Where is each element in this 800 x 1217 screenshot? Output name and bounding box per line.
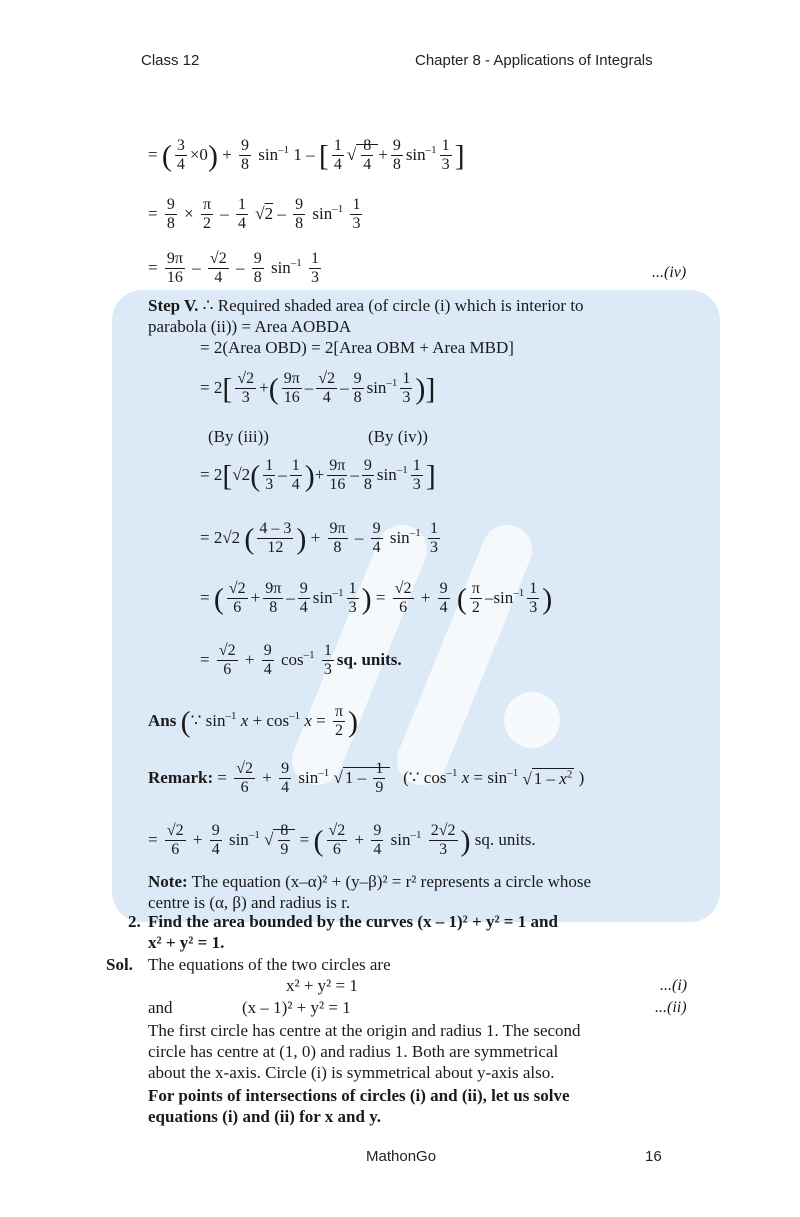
page-number: 16 — [645, 1148, 662, 1165]
remark-line: Remark: = $\frac{√2}{6}$ + $\frac{9}{4}$ $\sin^{-1}$ √ 1 – $\frac{1}{9}$ (∵ $\cos^{-1} x = \sin^{-1}$ √ $1 - x^2$ ) — [148, 760, 585, 797]
note-text-1: The equation (x–α)² + (y–β)² = r² represents a circle whose — [191, 872, 592, 891]
eq-line-1: = ( $\frac{3}{4}$ ×0) + $\frac{9}{8}$ $\sin^{-1} 1$ – [ $\frac{1}{4}$ √ $\frac{8}{4}$ + $\frac{9}{8}$ $\sin^{-1}$ $\frac{1}{3}$ ] — [148, 137, 465, 174]
sol-para-2: circle has centre at (1, 0) and radius 1. Both are symmetrical — [148, 1042, 559, 1061]
eq-line-8: = $\frac{√2}{6}$ + $\frac{9}{4}$ $\cos^{-1}$ $\frac{1}{3}$ sq. units. — [200, 642, 402, 679]
therefore-symbol: ∴ — [202, 296, 214, 315]
by-iv-label: (By (iv)) — [368, 427, 428, 446]
ans-label: Ans — [148, 710, 177, 730]
eq-line-2: = $\frac{9}{8}$ × $\frac{\pi}{2}$ – $\frac{1}{4}$ √2 – $\frac{9}{8}$ $\sin^{-1}$ $\frac{1}{3}$ — [148, 196, 361, 233]
eq-line-7: = ( $\frac{√2}{6}$ + $\frac{9\pi}{8}$ – $\frac{9}{4}$ $\sin^{-1}$ $\frac{1}{3}$ ) = $\frac{√2}{6}$ + $\frac{9}{4}$ ( $\frac{\pi}{2}$ $-\sin^{-1}$ $\frac{1}{3}$ ) — [200, 580, 553, 617]
eq-line-4: = 2[ $\frac{√2}{3}$ +( $\frac{9\pi}{16}$ – $\frac{√2}{4}$ – $\frac{9}{8}$ $\sin^{-1}$ $\frac{1}{3}$ )] — [200, 370, 436, 407]
sq-units-plain: sq. units. — [474, 829, 536, 849]
step-v-line-1 — [148, 297, 584, 316]
area-line: = 2(Area OBD) = 2[Area OBM + Area MBD] — [200, 338, 514, 357]
eq-line-6: = 2√2 ( $\frac{4 - 3}{12}$ ) + $\frac{9\pi}{8}$ – $\frac{9}{4}$ $\sin^{-1}$ $\frac{1}{3}$ — [200, 520, 438, 557]
sol-para-3: about the x-axis. Circle (i) is symmetrical about y-axis also. — [148, 1063, 555, 1082]
step-v-label: Step V. — [148, 296, 199, 315]
step-v-text-1: Required shaded area (of circle (i) which is interior to — [217, 296, 584, 315]
remark-label: Remark: — [148, 767, 214, 787]
footer-brand: MathonGo — [366, 1148, 437, 1165]
sq-units-bold: sq. units. — [336, 649, 402, 669]
note-line-2: centre is (α, β) and radius is r. — [148, 893, 351, 912]
note-line-1 — [148, 873, 591, 892]
sol-bold-2: equations (i) and (ii) for x and y. — [148, 1107, 382, 1126]
header-chapter: Chapter 8 - Applications of Integrals — [415, 52, 653, 69]
sol-para-1: The first circle has centre at the origin and radius 1. The second — [148, 1021, 581, 1040]
ans-line: Ans (∵ $\sin^{-1} x + \cos^{-1} x$ = $\frac{\pi}{2}$ ) — [148, 703, 359, 740]
by-iii-label: (By (iii)) — [208, 427, 269, 446]
eq-line-9: = $\frac{√2}{6}$ + $\frac{9}{4}$ $\sin^{-1}$ √ $\frac{8}{9}$ = ( $\frac{√2}{6}$ + $\frac{9}{4}$ $\sin^{-1}$ $\frac{2√2}{3}$ ) sq. units. — [148, 822, 536, 859]
problem-text-2: x² + y² = 1. — [148, 933, 225, 952]
header-class: Class 12 — [141, 52, 200, 69]
sol-bold-1: For points of intersections of circles (i) and (ii), let us solve — [148, 1086, 570, 1105]
sol-and: and — [148, 998, 173, 1017]
problem-number: 2. — [128, 912, 141, 931]
step-v-line-2: parabola (ii)) = Area AOBDA — [148, 317, 352, 336]
sol-eq2: (x – 1)² + y² = 1 — [242, 998, 351, 1017]
eq-tag-iv: ...(iv) — [652, 264, 687, 281]
sol-label: Sol. — [106, 955, 133, 974]
eq-line-3: = $\frac{9\pi}{16}$ – $\frac{√2}{4}$ – $\frac{9}{8}$ $\sin^{-1}$ $\frac{1}{3}$ — [148, 250, 320, 287]
note-label: Note: — [148, 872, 188, 891]
sol-eq2-tag: ...(ii) — [655, 999, 687, 1016]
sol-intro: The equations of the two circles are — [148, 955, 391, 974]
eq-line-5: = 2[√2( $\frac{1}{3}$ – $\frac{1}{4}$ )+ $\frac{9\pi}{16}$ – $\frac{9}{8}$ $\sin^{-1}$ $\frac{1}{3}$ ] — [200, 457, 436, 494]
sol-eq1: x² + y² = 1 — [286, 976, 358, 995]
sol-eq1-tag: ...(i) — [660, 977, 688, 994]
problem-text-1: Find the area bounded by the curves (x – 1)² + y² = 1 and — [148, 912, 558, 931]
